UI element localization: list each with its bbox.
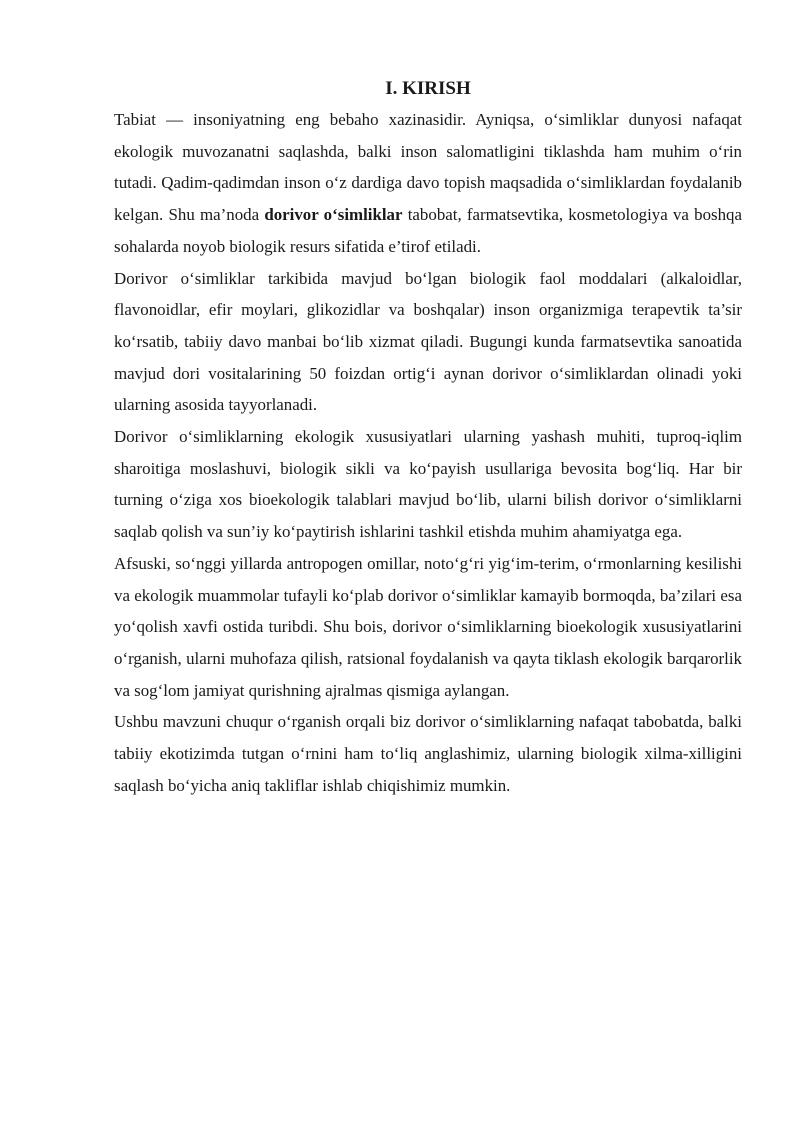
paragraph-1: [114, 104, 742, 263]
paragraph-1-bold-term: dorivor o‘simliklar: [264, 205, 403, 225]
paragraph-4: Afsuski, so‘nggi yillarda antropogen omillar, noto‘g‘ri yig‘im-terim, o‘rmonlarning kesilishi va ekologik muammolar tufayli ko‘plab dorivor o‘simliklar kamayib bormoqda, ba’zilari esa yo‘qolish xavfi ostida turibdi. Shu bois, dorivor o‘simliklarning bioekologik xususiyatlarini o‘rganish, ularni muhofaza qilish, ratsional foydalanish va qayta tiklash ekologik barqarorlik va sog‘lom jamiyat qurishning ajralmas qismiga aylangan.: [114, 553, 742, 700]
paragraph-1-text-start: Tabiat — insoniyatning eng bebaho xazinasidir. Ayniqsa, o‘simliklar dunyosi nafaqat ekologik muvozanatni saqlashda, balki inson salomatligini tiklashda ham muhim o‘rin tutadi. Qadim-qadimdan inson o‘z dardiga davo topish maqsadida o‘simliklardan foydalanib kelgan. Shu ma’noda: [114, 110, 742, 225]
paragraph-3: Dorivor o‘simliklarning ekologik xususiyatlari ularning yashash muhiti, tuproq-iqlim sharoitiga moslashuvi, biologik sikli va ko‘payish usullariga bevosita bog‘liq. Har bir turning o‘ziga xos bioekologik talablari mavjud bo‘lib, ularni bilish dorivor o‘simliklarni saqlab qolish va sun’iy ko‘paytirish ishlarini tashkil etishda muhim ahamiyatga ega.: [114, 427, 742, 542]
paragraph-2: Dorivor o‘simliklar tarkibida mavjud bo‘lgan biologik faol moddalari (alkaloidlar, flavonoidlar, efir moylari, glikozidlar va boshqalar) inson organizmiga terapevtik ta’sir ko‘rsatib, tabiiy davo manbai bo‘lib xizmat qiladi. Bugungi kunda farmatsevtika sanoatida mavjud dori vositalarining 50 foizdan ortig‘i aynan dorivor o‘simliklardan olinadi yoki ularning asosida tayyorlanadi.: [114, 268, 742, 415]
paragraph-1-text-end: tabobat, farmatsevtika, kosmetologiya va boshqa sohalarda noyob biologik resurs sifatida e’tirof etiladi.: [114, 205, 742, 256]
document-page: [114, 76, 742, 801]
page-title: I. KIRISH: [385, 78, 471, 99]
paragraph-5: Ushbu mavzuni chuqur o‘rganish orqali biz dorivor o‘simliklarning nafaqat tabobatda, balki tabiiy ekotizimda tutgan o‘rnini ham to‘liq anglashimiz, ularning biologik xilma-xilligini saqlash bo‘yicha aniq takliflar ishlab chiqishimiz mumkin.: [114, 712, 742, 795]
